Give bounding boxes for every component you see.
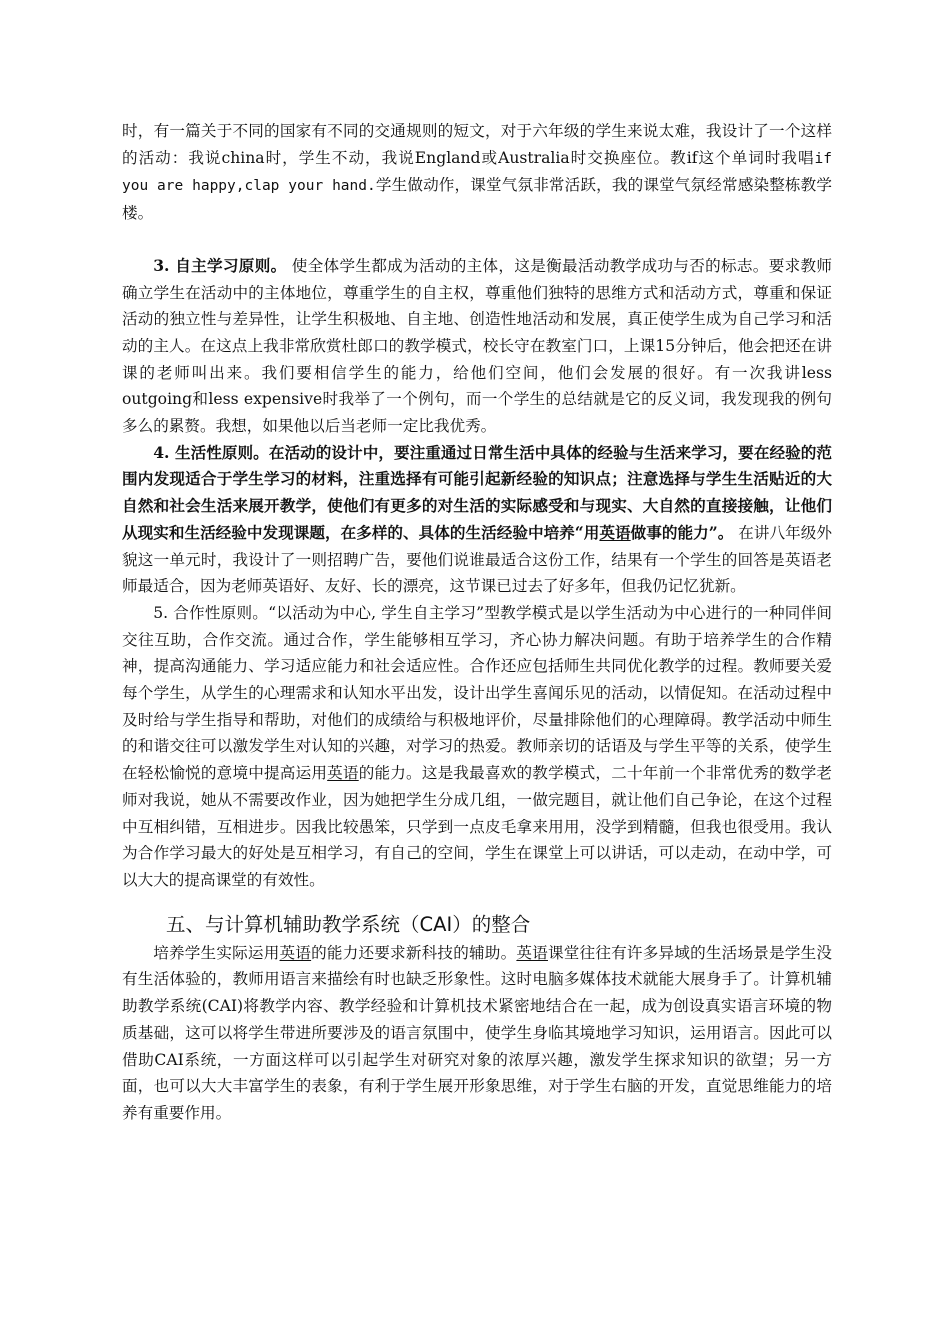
paragraph-text: 的能力还要求新科技的辅助。 bbox=[311, 943, 517, 962]
spacer bbox=[122, 894, 832, 910]
paragraph-text: 在讲八年级外貌这一单元时，我设计了一则招聘广告，要他们说谁最适合这份工作，结果有一个学生的回答是英语老师最适合，因为老师英语好、友好、长的漂亮，这节课已过去了好多年，但我仍记忆犹新。 bbox=[122, 523, 832, 596]
paragraph-text: 培养学生实际运用 bbox=[153, 943, 280, 962]
song-lyric-code: if you are happy,clap your hand. bbox=[122, 150, 832, 195]
section-heading: 五、与计算机辅助教学系统（CAI）的整合 bbox=[166, 912, 531, 936]
english-link[interactable]: 英语 bbox=[327, 764, 359, 783]
principle-title: 5. 合作性原则。 bbox=[153, 603, 269, 622]
paragraph-cai bbox=[122, 940, 832, 1127]
paragraph-text: 学生做动作，课堂气氛非常活跃，我的课堂气氛经常感染整栋教学楼。 bbox=[122, 176, 832, 223]
paragraph-activity-example bbox=[122, 118, 832, 227]
principle-bold-text: 做事的能力”。 bbox=[630, 522, 734, 542]
paragraph-principle-3 bbox=[122, 253, 832, 440]
principle-title: 3. 自主学习原则。 bbox=[153, 255, 287, 275]
paragraph-principle-4 bbox=[122, 440, 832, 600]
paragraph-text: 使全体学生都成为活动的主体，这是衡最活动教学成功与否的标志。要求教师确立学生在活动中的主体地位，尊重学生的自主权，尊重他们独特的思维方式和活动方式，尊重和保证活动的独立性与差异性，让学生积极地、自主地、创造性地活动和发展，真正使学生成为自己学习和活动的主人。在这点上我非常欣赏杜郎口的教学模式，校长守在教室门口，上课15分钟后，他会把还在讲课的老师叫出来。我们要相信学生的能力，给他们空间，他们会发展的很好。有一次我讲less outgoing和less expensive时我举了一个例句，而一个学生的总结就是它的反义词，我发现我的例句多么的累赘。我想，如果他以后当老师一定比我优秀。 bbox=[122, 256, 832, 436]
english-link[interactable]: 英语 bbox=[516, 943, 548, 962]
document-page bbox=[122, 118, 832, 1127]
english-link[interactable]: 英语 bbox=[279, 943, 312, 962]
spacer bbox=[122, 227, 832, 253]
paragraph-principle-5 bbox=[122, 600, 832, 894]
paragraph-text: 时，有一篇关于不同的国家有不同的交通规则的短文，对于六年级的学生来说太难，我设计了一个这样的活动：我说china时，学生不动，我说England或Australia时交换座位。教if这个单词时我唱 bbox=[122, 122, 832, 167]
paragraph-text: 的能力。这是我最喜欢的教学模式，二十年前一个非常优秀的数学老师对我说，她从不需要改作业，因为她把学生分成几组，一做完题目，就让他们自己争论，在这个过程中互相纠错，互相进步。因我比较愚笨，只学到一点皮毛拿来用用，没学到精髓，但我也很受用。我认为合作学习最大的好处是互相学习，有自己的空间，学生在课堂上可以讲话，可以走动，在动中学，可以大大的提高课堂的有效性。 bbox=[122, 764, 832, 889]
paragraph-text: “以活动为中心, 学生自主学习”型教学模式是以学生活动为中心进行的一种同伴间交往互助，合作交流。通过合作，学生能够相互学习，齐心协力解决问题。有助于培养学生的合作精神，提高沟通能力、学习适应能力和社会适应性。合作还应包括师生共同优化教学的过程。教师要关爱每个学生，从学生的心理需求和认知水平出发，设计出学生喜闻乐见的活动，以情促知。在活动过程中及时给与学生指导和帮助，对他们的成绩给与积极地评价，尽量排除他们的心理障碍。教学活动中师生的和谐交往可以激发学生对认知的兴趣，对学习的热爱。教师亲切的话语及与学生平等的关系，使学生在轻松愉悦的意境中提高运用 bbox=[122, 603, 832, 783]
paragraph-text: 课堂往往有许多异域的生活场景是学生没有生活体验的，教师用语言来描绘有时也缺乏形象性。这时电脑多媒体技术就能大展身手了。计算机辅助教学系统(CAI)将教学内容、教学经验和计算机技术紧密地结合在一起，成为创设真实语言环境的物质基础，这可以将学生带进所要涉及的语言氛围中，使学生身临其境地学习知识，运用语言。因此可以借助CAI系统，一方面这样可以引起学生对研究对象的浓厚兴趣，激发学生探求知识的欲望；另一方面，也可以大大丰富学生的表象，有利于学生展开形象思维，对于学生右脑的开发，直觉思维能力的培养有重要作用。 bbox=[122, 943, 832, 1122]
principle-bold-text: 4. 生活性原则。在活动的设计中，要注重通过日常生活中具体的经验与生活来学习，要在经验的范围内发现适合于学生学习的材料，注重选择有可能引起新经验的知识点；注意选择与学生生活贴近的大自然和社会生活来展开教学，使他们有更多的对生活的实际感受和与现实、大自然的直接接触，让他们从现实和生活经验中发现课题，在多样的、具体的生活经验中培养“用 bbox=[122, 442, 832, 542]
english-link[interactable]: 英语 bbox=[599, 522, 631, 542]
